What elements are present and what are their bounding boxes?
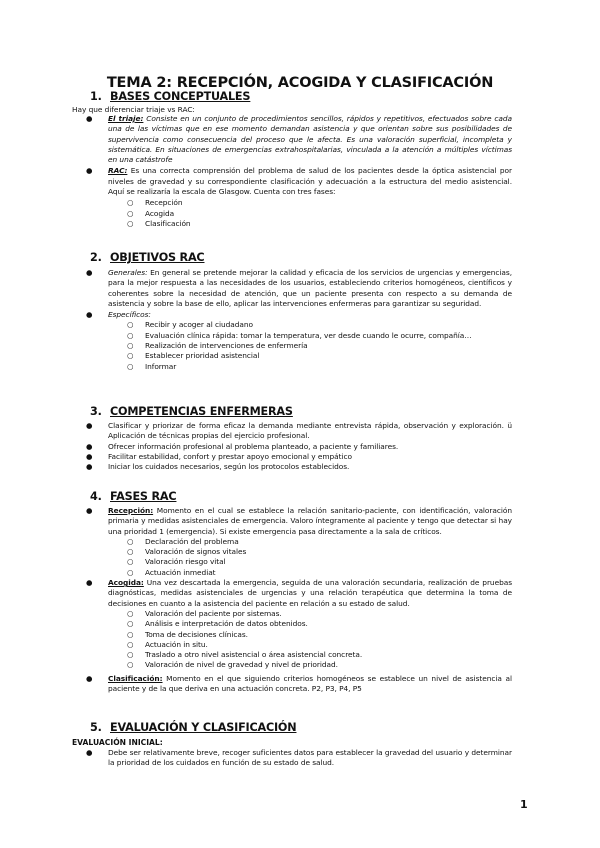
bullet-icon: ● xyxy=(86,451,93,461)
circle-bullet-icon: ○ xyxy=(127,341,134,351)
bullet-icon: ● xyxy=(86,673,93,683)
circle-bullet-icon: ○ xyxy=(127,218,134,228)
circle-bullet-icon: ○ xyxy=(127,208,134,218)
circle-bullet-icon: ○ xyxy=(127,639,134,649)
circle-bullet-icon: ○ xyxy=(127,330,134,340)
list-item: ○ Valoración riesgo vital xyxy=(127,557,226,567)
list-item: ○ Clasificación xyxy=(127,218,191,228)
circle-bullet-icon: ○ xyxy=(127,198,134,208)
list-item: ○ Realización de intervenciones de enfermería xyxy=(127,341,308,351)
section-3-list xyxy=(86,421,512,472)
list-item: ● Debe ser relativamente breve, recoger suficientes datos para establecer la gravedad del usuario y determinar la prioridad de los cuidados en función de su estado de salud. xyxy=(86,748,512,768)
list-item: ○ Traslado a otro nivel asistencial o área asistencial concreta. xyxy=(127,650,363,660)
list-item: ○ Recepción xyxy=(127,198,183,208)
list-item: ○ Acogida xyxy=(127,208,175,218)
bullet-icon: ● xyxy=(86,114,93,123)
circle-bullet-icon: ○ xyxy=(127,351,134,361)
bullet-icon: ● xyxy=(86,578,93,588)
list-item: ○ Establecer prioridad asistencial xyxy=(127,351,260,361)
section-heading-objetivos-rac: 2. OBJETIVOS RAC xyxy=(90,251,205,264)
circle-bullet-icon: ○ xyxy=(127,629,134,639)
bullet-icon: ● xyxy=(86,268,93,277)
list-item: ● Ofrecer información profesional al problema planteado, a paciente y familiares. xyxy=(86,441,399,451)
list-item: ● Específicos: xyxy=(86,310,151,320)
section-heading-bases-conceptuales: 1. BASES CONCEPTUALES xyxy=(90,90,251,103)
intro-text: Hay que diferenciar triaje vs RAC: xyxy=(72,105,195,114)
circle-bullet-icon: ○ xyxy=(127,660,134,670)
recepcion-items xyxy=(108,537,512,578)
bullet-icon: ● xyxy=(86,441,93,451)
circle-bullet-icon: ○ xyxy=(127,650,134,660)
circle-bullet-icon: ○ xyxy=(127,361,134,371)
list-item: ● RAC: Es una correcta comprensión del problema de salud de los pacientes desde la óptica asistencial por niveles de gravedad y su correspondiente clasificación y adecuación a la estructura del medio asistencial. Aquí se realizaría la escala de Glasgow. Cuenta con tres fases: xyxy=(86,166,512,197)
circle-bullet-icon: ○ xyxy=(127,557,134,567)
bullet-icon: ● xyxy=(86,506,93,515)
section-heading-fases-rac: 4. FASES RAC xyxy=(90,490,177,503)
bullet-icon: ● xyxy=(86,748,93,757)
list-item: ● Facilitar estabilidad, confort y prestar apoyo emocional y empático xyxy=(86,451,352,461)
section-1-list xyxy=(86,114,512,229)
list-item: ● Clasificar y priorizar de forma eficaz la demanda mediante entrevista rápida, observación y exploración. ü Aplicación de técnicas propias del ejercicio profesional. xyxy=(86,421,512,441)
list-item: ○ Valoración de nivel de gravedad y nivel de prioridad. xyxy=(127,660,338,670)
circle-bullet-icon: ○ xyxy=(127,608,134,618)
section-2-list xyxy=(86,268,512,372)
list-item: ○ Recibir y acoger al ciudadano xyxy=(127,320,253,330)
list-item: ● Acogida: Una vez descartada la emergencia, seguida de una valoración secundaria, realización de pruebas diagnósticas, medidas asistenciales de urgencias y una relación terapéutica que determina la toma de decisiones en cuanto a la asistencia del paciente en relación a su estado de salud. xyxy=(86,578,512,608)
list-item: ● Generales: En general se pretende mejorar la calidad y eficacia de los servicios de urgencias y emergencias, para la mejor respuesta a las necesidades de los usuarios, estableciendo criterios homogéneos, científicos y coherentes sobre la necesidad de atención, que un paciente presenta con respecto a su demanda de asistencia y sobre la base de ello, aplicar las intervenciones enfermeras para garantizar su seguridad. xyxy=(86,268,512,308)
subsection-label-evaluacion-inicial: EVALUACIÓN INICIAL: xyxy=(72,738,163,747)
list-item: ● Recepción: Momento en el cual se establece la relación sanitario-paciente, con identificación, valoración primaria y medidas asistenciales de emergencia. Valoro íntegramente al paciente y tengo que detectar si hay una prioridad 1 (emergencia). Si existe emergencia pasa directamente a la sala de críticos. xyxy=(86,506,512,536)
phases-list xyxy=(108,198,512,229)
document-title: TEMA 2: RECEPCIÓN, ACOGIDA Y CLASIFICACIÓN xyxy=(106,75,494,91)
list-item: ○ Valoración del paciente por sistemas. xyxy=(127,608,282,618)
list-item: ● Clasificación: Momento en el que siguiendo criterios homogéneos se establece un nivel de asistencia al paciente y de la que deriva en una actuación concreta. P2, P3, P4, P5 xyxy=(86,673,512,694)
section-heading-competencias-enfermeras: 3. COMPETENCIAS ENFERMERAS xyxy=(90,405,293,418)
page-number: 1 xyxy=(520,798,528,811)
specific-objectives-list xyxy=(108,320,512,371)
list-item: ○ Valoración de signos vitales xyxy=(127,547,247,557)
list-item: ○ Actuación inmediat xyxy=(127,567,216,577)
section-4-list xyxy=(86,506,512,694)
list-item: ● Iniciar los cuidados necesarios, según los protocolos establecidos. xyxy=(86,462,350,472)
list-item: ○ Actuación in situ. xyxy=(127,639,208,649)
bullet-icon: ● xyxy=(86,166,93,176)
list-item: ○ Informar xyxy=(127,361,177,371)
bullet-icon: ● xyxy=(86,421,93,430)
section-heading-evaluacion-clasificacion: 5. EVALUACIÓN Y CLASIFICACIÓN xyxy=(90,721,297,734)
circle-bullet-icon: ○ xyxy=(127,619,134,629)
circle-bullet-icon: ○ xyxy=(127,536,134,546)
list-item: ○ Declaración del problema xyxy=(127,536,239,546)
list-item: ● El triaje: Consiste en un conjunto de procedimientos sencillos, rápidos y repetitivos, efectuados sobre cada una de las víctimas que en ese momento demandan asistencia y que orientan sobre sus posibilidades de supervivencia como consecuencia del proceso que le afecta. Es una valoración superficial, incompleta y sistemática. En situaciones de emergencias extrahospitalarias, vinculada a la atención a múltiples víctimas en una catástrofe xyxy=(86,114,512,165)
bullet-icon: ● xyxy=(86,462,93,472)
list-item: ○ Evaluación clínica rápida: tomar la temperatura, ver desde cuando le ocurre, compañía… xyxy=(127,330,472,340)
circle-bullet-icon: ○ xyxy=(127,547,134,557)
bullet-icon: ● xyxy=(86,310,93,320)
list-item: ○ Análisis e interpretación de datos obtenidos. xyxy=(127,619,308,629)
circle-bullet-icon: ○ xyxy=(127,320,134,330)
section-5-list xyxy=(86,748,512,769)
acogida-items xyxy=(108,609,512,671)
circle-bullet-icon: ○ xyxy=(127,567,134,577)
list-item: ○ Toma de decisiones clínicas. xyxy=(127,629,248,639)
